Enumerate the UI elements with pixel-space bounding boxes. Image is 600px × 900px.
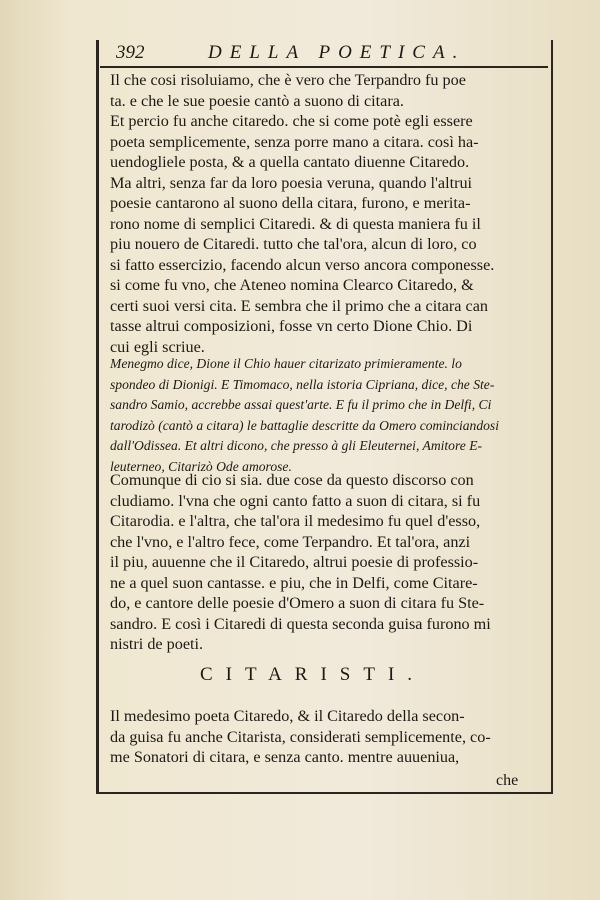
text-line: dall'Odissea. Et altri dicono, che presso à gli Eleuternei, Amitore E- xyxy=(110,438,483,453)
text-line: tasse altrui composizioni, fosse vn certo Dione Chio. Di xyxy=(110,317,473,335)
text-line: certi suoi versi cita. E sembra che il primo che a citara can xyxy=(110,296,488,315)
paragraph-1 xyxy=(110,70,554,357)
text-line: Citarodia. e l'altra, che tal'ora il medesimo fu quel d'esso, xyxy=(110,512,481,530)
paragraph-2 xyxy=(110,470,554,655)
text-line: spondeo di Dionigi. E Timomaco, nella istoria Cipriana, dice, che Ste- xyxy=(110,376,495,392)
text-line: si fatto essercizio, facendo alcun verso ancora componesse. xyxy=(110,255,495,274)
page-header xyxy=(100,42,548,68)
frame-rule-left xyxy=(96,40,99,794)
text-line: si come fu vno, che Ateneo nomina Clearco Citaredo, & xyxy=(110,276,474,294)
text-line: Comunque di cio si sia. due cose da questo discorso con xyxy=(110,471,474,489)
page-number: 392 xyxy=(116,42,145,63)
paragraph-3 xyxy=(110,706,554,768)
text-line: sandro Samio, accrebbe assai quest'arte. E fu il primo che in Delfi, Ci xyxy=(110,397,492,412)
text-line: cludiamo. l'vna che ogni canto fatto a suon di citara, si fu xyxy=(110,491,481,510)
text-line: il piu, auuenne che il Citaredo, altrui poesie di professio- xyxy=(110,553,479,571)
text-line: me Sonatori di citara, e senza canto. mentre auueniua, xyxy=(110,748,460,766)
text-line: tarodizò (cantò a citara) le battaglie descritte da Omero cominciandosi xyxy=(110,417,500,433)
text-line: cui egli scriue. xyxy=(110,337,205,356)
text-line: ta. e che le sue poesie cantò a suono di citara. xyxy=(110,91,404,110)
frame-rule-bottom xyxy=(96,792,553,794)
text-line: Et percio fu anche citaredo. che si come potè egli essere xyxy=(110,112,473,130)
text-line: sandro. E così i Citaredi di questa seconda guisa furono mi xyxy=(110,614,491,633)
text-line: ne a quel suon cantasse. e piu, che in Delfi, come Citare- xyxy=(110,573,478,592)
italic-quotation xyxy=(110,354,554,477)
text-line: Ma altri, senza far da loro poesia veruna, quando l'altrui xyxy=(110,173,473,192)
text-line: Il che cosi risoluiamo, che è vero che Terpandro fu poe xyxy=(110,71,466,89)
running-head: DELLA POETICA. xyxy=(208,42,466,63)
text-line: che l'vno, e l'altro fece, come Terpandro. Et tal'ora, anzi xyxy=(110,532,471,551)
catchword: che xyxy=(496,772,519,789)
section-heading: CITARISTI. xyxy=(200,664,426,685)
text-line: da guisa fu anche Citarista, considerati semplicemente, co- xyxy=(110,727,491,746)
text-line: piu nouero de Citaredi. tutto che tal'ora, alcun di loro, co xyxy=(110,235,477,253)
text-line: do, e cantore delle poesie d'Omero a suon di citara fu Ste- xyxy=(110,594,485,612)
text-line: uendogliele posta, & a quella cantato diuenne Citaredo. xyxy=(110,153,470,171)
text-line: leuterneo, Citarizò Ode amorose. xyxy=(110,458,292,474)
text-line: Menegmo dice, Dione il Chio hauer citarizato primieramente. lo xyxy=(110,356,462,371)
text-line: poesie cantarono al suono della citara, furono, e merita- xyxy=(110,194,471,212)
text-line: rono nome di semplici Citaredi. & di questa maniera fu il xyxy=(110,214,481,233)
text-line: nistri de poeti. xyxy=(110,635,204,653)
text-line: poeta semplicemente, senza porre mano a citara. così ha- xyxy=(110,132,479,151)
text-line: Il medesimo poeta Citaredo, & il Citaredo della secon- xyxy=(110,707,465,725)
